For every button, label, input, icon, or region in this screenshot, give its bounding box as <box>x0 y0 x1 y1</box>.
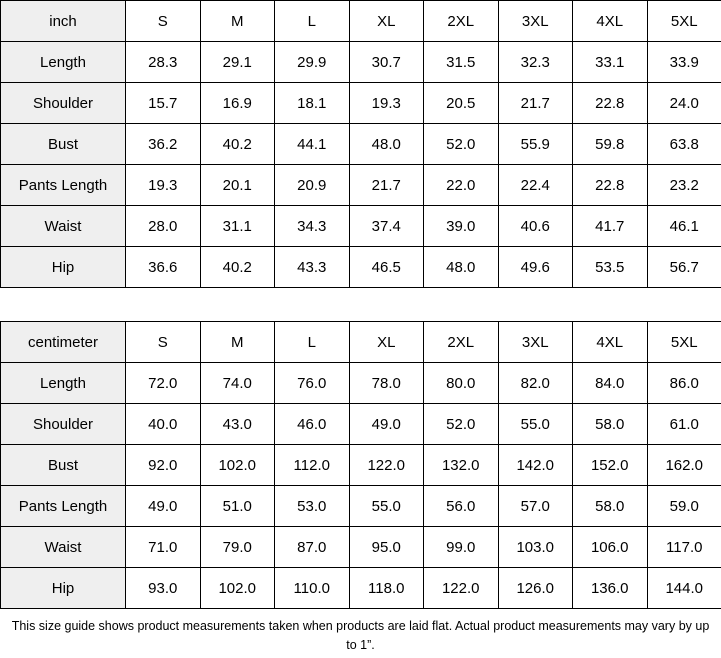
cell: 24.0 <box>647 83 721 124</box>
table-row <box>1 527 721 568</box>
cell: 22.4 <box>498 165 573 206</box>
table-row <box>1 363 721 404</box>
cell: 33.1 <box>573 42 648 83</box>
cell: 106.0 <box>573 527 648 568</box>
cell: 126.0 <box>498 568 573 609</box>
cell: 79.0 <box>200 527 275 568</box>
row-label-hip: Hip <box>1 247 126 288</box>
cell: 20.1 <box>200 165 275 206</box>
cell: 29.1 <box>200 42 275 83</box>
cell: 40.6 <box>498 206 573 247</box>
cell: 76.0 <box>275 363 350 404</box>
size-header-l: L <box>275 322 350 363</box>
cell: 20.5 <box>424 83 499 124</box>
table-row <box>1 568 721 609</box>
spacer-cell <box>498 288 573 322</box>
cell: 61.0 <box>647 404 721 445</box>
cell: 136.0 <box>573 568 648 609</box>
row-label-bust: Bust <box>1 124 126 165</box>
cell: 95.0 <box>349 527 424 568</box>
cell: 112.0 <box>275 445 350 486</box>
cell: 48.0 <box>424 247 499 288</box>
cell: 52.0 <box>424 124 499 165</box>
cell: 43.3 <box>275 247 350 288</box>
table-header-row-centimeter <box>1 322 721 363</box>
cell: 36.2 <box>126 124 201 165</box>
cell: 103.0 <box>498 527 573 568</box>
cell: 84.0 <box>573 363 648 404</box>
cell: 16.9 <box>200 83 275 124</box>
cell: 28.3 <box>126 42 201 83</box>
cell: 99.0 <box>424 527 499 568</box>
size-header-xl: XL <box>349 322 424 363</box>
cell: 102.0 <box>200 445 275 486</box>
cell: 48.0 <box>349 124 424 165</box>
cell: 162.0 <box>647 445 721 486</box>
size-header-5xl: 5XL <box>647 1 721 42</box>
cell: 93.0 <box>126 568 201 609</box>
cell: 32.3 <box>498 42 573 83</box>
cell: 122.0 <box>349 445 424 486</box>
cell: 33.9 <box>647 42 721 83</box>
spacer-cell <box>424 288 499 322</box>
cell: 58.0 <box>573 486 648 527</box>
table-row <box>1 42 721 83</box>
cell: 71.0 <box>126 527 201 568</box>
cell: 46.5 <box>349 247 424 288</box>
size-header-2xl: 2XL <box>424 322 499 363</box>
cell: 22.8 <box>573 165 648 206</box>
cell: 102.0 <box>200 568 275 609</box>
size-header-m: M <box>200 322 275 363</box>
cell: 59.0 <box>647 486 721 527</box>
unit-label-inch: inch <box>1 1 126 42</box>
cell: 41.7 <box>573 206 648 247</box>
spacer-cell <box>1 288 126 322</box>
spacer-cell <box>126 288 201 322</box>
table-row <box>1 247 721 288</box>
cell: 87.0 <box>275 527 350 568</box>
size-header-5xl: 5XL <box>647 322 721 363</box>
cell: 82.0 <box>498 363 573 404</box>
cell: 21.7 <box>349 165 424 206</box>
cell: 23.2 <box>647 165 721 206</box>
cell: 59.8 <box>573 124 648 165</box>
cell: 110.0 <box>275 568 350 609</box>
cell: 21.7 <box>498 83 573 124</box>
cell: 22.8 <box>573 83 648 124</box>
cell: 56.7 <box>647 247 721 288</box>
cell: 19.3 <box>349 83 424 124</box>
cell: 40.0 <box>126 404 201 445</box>
cell: 52.0 <box>424 404 499 445</box>
cell: 40.2 <box>200 124 275 165</box>
cell: 49.0 <box>126 486 201 527</box>
cell: 72.0 <box>126 363 201 404</box>
cell: 53.5 <box>573 247 648 288</box>
cell: 29.9 <box>275 42 350 83</box>
spacer-cell <box>573 288 648 322</box>
cell: 31.5 <box>424 42 499 83</box>
cell: 31.1 <box>200 206 275 247</box>
cell: 36.6 <box>126 247 201 288</box>
cell: 22.0 <box>424 165 499 206</box>
spacer-cell <box>647 288 721 322</box>
table-row <box>1 404 721 445</box>
table-row <box>1 206 721 247</box>
cell: 122.0 <box>424 568 499 609</box>
size-header-xl: XL <box>349 1 424 42</box>
cell: 117.0 <box>647 527 721 568</box>
size-header-s: S <box>126 1 201 42</box>
cell: 63.8 <box>647 124 721 165</box>
row-label-shoulder: Shoulder <box>1 83 126 124</box>
cell: 152.0 <box>573 445 648 486</box>
cell: 30.7 <box>349 42 424 83</box>
size-header-l: L <box>275 1 350 42</box>
cell: 55.9 <box>498 124 573 165</box>
cell: 15.7 <box>126 83 201 124</box>
cell: 46.1 <box>647 206 721 247</box>
cell: 132.0 <box>424 445 499 486</box>
cell: 49.0 <box>349 404 424 445</box>
cell: 43.0 <box>200 404 275 445</box>
table-row <box>1 165 721 206</box>
cell: 144.0 <box>647 568 721 609</box>
row-label-hip: Hip <box>1 568 126 609</box>
size-header-4xl: 4XL <box>573 322 648 363</box>
cell: 18.1 <box>275 83 350 124</box>
cell: 74.0 <box>200 363 275 404</box>
cell: 118.0 <box>349 568 424 609</box>
cell: 55.0 <box>349 486 424 527</box>
table-row <box>1 445 721 486</box>
cell: 34.3 <box>275 206 350 247</box>
row-label-length: Length <box>1 363 126 404</box>
row-label-bust: Bust <box>1 445 126 486</box>
cell: 78.0 <box>349 363 424 404</box>
row-label-pants-length: Pants Length <box>1 486 126 527</box>
size-guide-footnote: This size guide shows product measurements taken when products are laid flat. Actual product measurements may vary by up to 1”. <box>11 619 710 652</box>
table-header-row-inch <box>1 1 721 42</box>
cell: 51.0 <box>200 486 275 527</box>
table-row <box>1 83 721 124</box>
spacer-cell <box>349 288 424 322</box>
cell: 46.0 <box>275 404 350 445</box>
spacer-cell <box>200 288 275 322</box>
cell: 28.0 <box>126 206 201 247</box>
cell: 49.6 <box>498 247 573 288</box>
table-row <box>1 124 721 165</box>
spacer-cell <box>275 288 350 322</box>
cell: 53.0 <box>275 486 350 527</box>
cell: 80.0 <box>424 363 499 404</box>
cell: 44.1 <box>275 124 350 165</box>
cell: 39.0 <box>424 206 499 247</box>
row-label-length: Length <box>1 42 126 83</box>
size-header-m: M <box>200 1 275 42</box>
row-label-waist: Waist <box>1 206 126 247</box>
cell: 37.4 <box>349 206 424 247</box>
row-label-waist: Waist <box>1 527 126 568</box>
cell: 58.0 <box>573 404 648 445</box>
cell: 57.0 <box>498 486 573 527</box>
table-row <box>1 486 721 527</box>
cell: 86.0 <box>647 363 721 404</box>
size-header-3xl: 3XL <box>498 1 573 42</box>
cell: 142.0 <box>498 445 573 486</box>
cell: 55.0 <box>498 404 573 445</box>
cell: 40.2 <box>200 247 275 288</box>
cell: 20.9 <box>275 165 350 206</box>
size-header-3xl: 3XL <box>498 322 573 363</box>
cell: 19.3 <box>126 165 201 206</box>
table-spacer-row <box>1 288 721 322</box>
cell: 92.0 <box>126 445 201 486</box>
size-header-4xl: 4XL <box>573 1 648 42</box>
cell: 56.0 <box>424 486 499 527</box>
unit-label-centimeter: centimeter <box>1 322 126 363</box>
size-header-2xl: 2XL <box>424 1 499 42</box>
size-header-s: S <box>126 322 201 363</box>
row-label-shoulder: Shoulder <box>1 404 126 445</box>
row-label-pants-length: Pants Length <box>1 165 126 206</box>
